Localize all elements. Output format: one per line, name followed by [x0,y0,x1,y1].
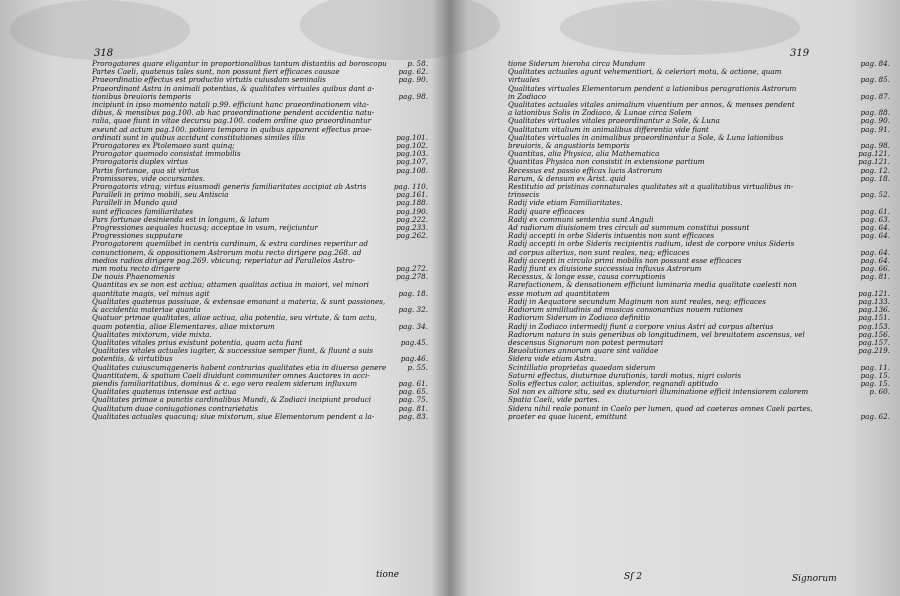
entry-text: Paralleli in primo mobili, seu Antiscia [92,191,229,200]
entry-text: De nouis Phaenomenis [92,273,175,282]
entry-text: ad corpus alterius, non sunt reales, neq; efficaces [508,248,690,257]
index-entry [508,175,890,183]
index-entry [508,298,890,306]
entry-page-ref: pag. 62. [860,412,890,421]
index-entry [92,101,428,109]
entry-page-ref: pag. 18. [860,174,890,183]
index-entry [508,216,890,224]
index-entry [508,306,890,314]
index-entry [92,323,428,331]
index-entry [508,117,890,125]
index-entry [92,364,428,372]
entry-text: Qualitates vitales prius existunt potentia, quam actu fiant [92,338,303,347]
entry-text: Restitutio ad pristinas connaturales qualitates sit a qualitatibus virtualibus in- [508,183,794,192]
index-entry [92,339,428,347]
entry-text: Praeordinant Astra in animali potentias, & qualitates virtuales quibus dant a- [92,84,375,93]
index-entry [92,331,428,339]
entry-text: Qualitates virtuales in animalibus praeordinantur a Sole, & Luna lationibus [508,133,784,142]
entry-page-ref: pag. 91. [860,125,890,134]
entry-text: Qualitates quatenus passiuae, & extensae emanant a materia, & sunt passiones, [92,297,386,306]
signature-mark: Sſ 2 [624,572,643,582]
entry-text: Promissores, vide occursantes. [92,174,206,183]
index-entry [92,126,428,134]
entry-text: breuioris, & angustioris temporis [508,142,630,151]
index-entry [508,380,890,388]
index-entry [92,298,428,306]
entry-page-ref: pag.190. [396,207,428,216]
index-entry [508,364,890,372]
index-entry [92,396,428,404]
entry-text: Radij quare efficaces [508,207,585,216]
index-entry [508,314,890,322]
entry-text: Quantitas ex se non est actiua; attamen qualitas actiua in maiori, vel minori [92,281,369,290]
index-entry [508,142,890,150]
entry-page-ref: pag. 98. [860,142,890,151]
entry-page-ref: pag.222. [396,215,428,224]
index-entry [508,208,890,216]
entry-text: Pars fortunae desinienda est in longum, & latum [92,215,270,224]
entry-text: Qualitates quatenus intensae est actiua [92,388,237,397]
entry-text: Praeordinatio effectus est productio virtutis cuiusdam seminalis [92,76,326,85]
index-entry [508,232,890,240]
index-entry [508,85,890,93]
entry-page-ref: pag.188. [396,199,428,208]
entry-page-ref: pag.136. [858,306,890,315]
entry-text: Qualitates actuales agunt vehementiori, & celeriori motu, & actione, quam [508,68,782,77]
entry-page-ref: pag.121. [858,158,890,167]
entry-page-ref: pag. 83. [398,412,428,421]
entry-page-ref: pag. 98. [398,92,428,101]
entry-text: Recessus, & longe esse, causa corruptionis [508,273,666,282]
entry-text: Ad radiorum diuisionem tres circuli ad summum constitui possunt [508,224,750,233]
entry-page-ref: pag.108. [396,166,428,175]
page-number: 318 [94,48,114,59]
entry-page-ref: pag.262. [396,232,428,241]
entry-page-ref: pag. 15. [860,379,890,388]
entry-text: Partes Caeli, quatenus tales sunt, non possunt fieri efficaces causae [92,68,340,77]
index-entry [92,150,428,158]
index-entry [92,281,428,289]
index-entry [508,101,890,109]
entry-page-ref: pag. 88. [860,109,890,118]
entry-text: Qualitates mixtorum, vide mixta. [92,330,212,339]
index-entry [508,331,890,339]
index-entry [92,158,428,166]
entry-text: tionibus breuioris temporis [92,92,192,101]
index-entry [508,372,890,380]
index-entry [508,413,890,421]
entry-text: Quantitas, alia Physica, alia Mathematica [508,150,660,159]
entry-text: Radij accepti in orbe Sideris intuentis non sunt efficaces [508,232,715,241]
entry-page-ref: pag. 110. [393,183,428,192]
entry-page-ref: pag.153. [858,322,890,331]
index-entry [508,257,890,265]
index-entry [92,314,428,322]
entry-page-ref: pag. 90. [398,76,428,85]
entry-page-ref: pag.233. [396,224,428,233]
index-entry [508,405,890,413]
entry-text: Quatuor primae qualitates, aliae actiua, alia potentia, seu virtute, & tam actu, [92,314,377,323]
index-entry [92,117,428,125]
index-entry [508,93,890,101]
entry-page-ref: pag. 12. [860,166,890,175]
entry-text: praeter ea quae lucent, emittunt [508,412,627,421]
index-entry [92,60,428,68]
entry-page-ref: pag. 65. [398,388,428,397]
entry-page-ref: pag.103. [396,150,428,159]
entry-page-ref: pag.101. [396,133,428,142]
entry-text: Qualitates actuales vitales animalium viuentium per annos, & menses pendent [508,101,795,110]
entry-text: Radiorum natura in suis generibus ob longitudinem, vel breuitatem ascensus, vel [508,330,805,339]
index-entry [92,347,428,355]
entry-text: & accidentia materiae quanta [92,306,201,315]
index-entry [92,93,428,101]
entry-page-ref: p. 58. [407,60,428,68]
index-entry [92,306,428,314]
entry-text: virtuales [508,76,540,85]
entry-page-ref: p. 55. [407,363,428,372]
entry-text: Radij fiunt ex diuisione successiua influxus Astrorum [508,265,702,274]
index-entry [508,158,890,166]
entry-text: exeunt ad actum pag.100. potiora tempora in quibus apparent effectus prae- [92,125,372,134]
entry-text: Radij in Aequatore secundum Maginum non sunt reales, neq; efficaces [508,297,766,306]
entry-page-ref: pag. 11. [860,363,890,372]
page-number: 319 [790,48,810,59]
index-entry [92,372,428,380]
entry-text: Radij in Zodiaco intermedij fiunt a corpore vnius Astri ad corpus alterius [508,322,774,331]
entry-page-ref: pag.107. [396,158,428,167]
entry-text: Prorogatoris vtraq; virtus eiusmodi generis familiaritates accipiat ab Astris [92,183,367,192]
entry-page-ref: pag. 63. [860,215,890,224]
entry-text: rum motu recto dirigere [92,265,181,274]
index-entry [508,199,890,207]
index-entry [92,85,428,93]
right-page [454,0,900,596]
index-entries [508,60,890,421]
catchword: tione [376,570,400,580]
index-entry [508,167,890,175]
entry-text: Rarum, & densum ex Arist. quid [508,174,626,183]
entry-page-ref: pag.219. [858,347,890,356]
entry-page-ref: pag.121. [858,289,890,298]
entry-text: Radiorum Siderum in Zodiaco definitio [508,314,650,323]
index-entry [508,224,890,232]
entry-page-ref: pag. 75. [398,396,428,405]
entry-page-ref: pag. 90. [860,117,890,126]
index-entry [508,240,890,248]
entry-text: Prorogator quomodo consistat immobilis [92,150,241,159]
entry-page-ref: pag. 52. [860,191,890,200]
catchword: Signorum [792,574,837,584]
index-entry [92,413,428,421]
index-entry [92,257,428,265]
index-entry [92,167,428,175]
index-entry [92,405,428,413]
entry-text: incipiunt in ipso momento natali p.99. efficiunt hanc praeordinationem vita- [92,101,369,110]
entry-page-ref: pag. 64. [860,232,890,241]
entry-page-ref: pag. 84. [860,60,890,68]
entry-page-ref: pag. 81. [860,273,890,282]
index-entry [508,396,890,404]
entry-text: Solis effectus calor, actiuitas, splendor, regnandi aptitudo [508,379,719,388]
entry-text: potentiis, & virtutibus [92,355,173,364]
entry-text: Spatia Caeli, vide partes. [508,396,600,405]
index-entry [508,76,890,84]
entry-page-ref: pag. 61. [860,207,890,216]
entry-text: piendis familiaritatibus, dominus & c. ego vero realem siderum influxum [92,379,358,388]
index-entry [92,355,428,363]
entry-text: quantitate magis, vel minus agit [92,289,210,298]
index-entry [508,68,890,76]
index-entry [92,76,428,84]
index-entry [92,380,428,388]
entry-text: Radij ex communi sententia sunt Anguli [508,215,654,224]
entry-text: Qualitates virtuales vitales praeordinantur a Sole, & Luna [508,117,720,126]
index-entry [508,134,890,142]
entry-text: dibus, & mensibus pag.100. ab hac praeordinatione pendent accidentia natu- [92,109,375,118]
entry-text: Radij accepti in circulo primi mobilis non possunt esse efficaces [508,256,742,265]
entry-text: ralia, quae fiunt in vitae decursu pag.100. codem ordine quo praeordinantur [92,117,372,126]
index-entry [92,134,428,142]
index-entry [92,199,428,207]
entry-text: Qualitatum duae coniugationes contrarietatis [92,404,259,413]
index-entry [92,265,428,273]
index-entry [92,273,428,281]
index-entry [92,208,428,216]
entry-text: Prorogatores ex Ptolemaeo sunt quinq; [92,142,235,151]
index-entry [92,68,428,76]
index-entry [92,175,428,183]
index-entry [508,191,890,199]
index-entry [508,388,890,396]
entry-text: medios radios dirigere pag.269. vbicunq; reperiatur ad Parallelos Astro- [92,256,356,265]
entry-text: conunctionem, & oppositionem Astrorum motu recto dirigere pag.268. ad [92,248,362,257]
index-entry [508,290,890,298]
entry-text: Quantitatem, & spatium Caeli diuidunt communiter omnes Auctores in acci- [92,371,370,380]
entry-text: Reuolutiones annorum quare sint validae [508,347,659,356]
entry-text: tione Siderum hieroha circa Mundum [508,60,646,68]
index-entries [92,60,428,421]
entry-page-ref: pag. 61. [398,379,428,388]
index-entry [92,142,428,150]
entry-page-ref: pag. 64. [860,224,890,233]
index-entry [508,60,890,68]
entry-text: Recessus est passio efficax lucis Astrorum [508,166,663,175]
entry-page-ref: pag. 18. [398,289,428,298]
entry-text: Prorogatores quare eligantur in proportionalibus tantum distantiis ad boroscopu [92,60,387,68]
index-entry [508,347,890,355]
entry-text: Partis fortunae, qua sit virtus [92,166,200,175]
entry-page-ref: pag. 81. [398,404,428,413]
index-entry [92,109,428,117]
entry-page-ref: pag.133. [858,297,890,306]
index-entry [508,339,890,347]
entry-text: in Zodiaco [508,92,547,101]
entry-text: Qualitates actuales quacunq; siue mixtorum, siue Elementorum pendent a la- [92,412,375,421]
entry-page-ref: pag.278. [396,273,428,282]
index-entry [508,109,890,117]
index-entry [92,191,428,199]
entry-text: a lationibus Solis in Zodiaco, & Lunae circa Solem [508,109,692,118]
entry-text: Sidera vide etiam Astra. [508,355,597,364]
entry-page-ref: pag.161. [396,191,428,200]
entry-text: Qualitates primae a punctis cardinalibus Mundi, & Zodiaci incipiunt produci [92,396,372,405]
entry-text: Progressiones aequales hucusq; acceptae in vsum, reijciuntur [92,224,318,233]
index-entry [92,388,428,396]
entry-page-ref: pag. 64. [860,256,890,265]
entry-text: trinsecis [508,191,540,200]
entry-page-ref: pag. 66. [860,265,890,274]
entry-text: Saturni effectus, diuturnae durationis, tardi motus, nigri coloris [508,371,742,380]
entry-text: Scintillatio proprietas quaedam siderum [508,363,656,372]
index-entry [92,232,428,240]
entry-text: Prorogatoris duplex virtus [92,158,188,167]
entry-page-ref: pag.157. [858,338,890,347]
entry-page-ref: pag.45. [400,338,428,347]
entry-text: Radiorum similitudinis ad musicas consonantias nouem rationes [508,306,743,315]
index-entry [508,323,890,331]
entry-page-ref: pag. 62. [398,68,428,77]
entry-text: Sol non ex altiore situ, sed ex diuturniori illuminatione efficit intensiorem calorem [508,388,809,397]
entry-text: Paralleli in Mundo quid [92,199,178,208]
entry-text: Radij accepti in orbe Sideris recipientis radium, idest de corpore vnius Sideris [508,240,795,249]
entry-text: quam potentia, aliae Elementares, aliae mixtorum [92,322,275,331]
entry-text: ordinati sunt in quibus accidunt constitutiones similes illis [92,133,306,142]
entry-page-ref: p. 60. [869,388,890,397]
index-entry [508,355,890,363]
index-entry [508,249,890,257]
index-entry [92,183,428,191]
index-entry [92,224,428,232]
entry-page-ref: pag.46. [400,355,428,364]
index-entry [508,281,890,289]
index-entry [508,265,890,273]
entry-text: Progressiones supputare [92,232,183,241]
entry-page-ref: pag. 85. [860,76,890,85]
entry-page-ref: pag.121. [858,150,890,159]
entry-text: Qualitates cuiuscumqgeneris habent contrarias qualitates etia in diuerso genere [92,363,387,372]
entry-text: Qualitates virtuales Elementorum pendent a lationibus peragrationis Astrorum [508,84,797,93]
entry-text: sunt efficaces familiaritates [92,207,194,216]
entry-page-ref: pag. 34. [398,322,428,331]
index-entry [508,150,890,158]
entry-page-ref: pag. 15. [860,371,890,380]
entry-text: Prorogatorem quemlibet in centris cardinum, & extra cardines reperitur ad [92,240,368,249]
index-entry [508,183,890,191]
index-entry [92,240,428,248]
entry-page-ref: pag. 87. [860,92,890,101]
index-entry [508,273,890,281]
entry-page-ref: pag. 32. [398,306,428,315]
index-entry [508,126,890,134]
entry-text: Qualitates vitales actuales iugiter, & successiue semper fiunt, & fluunt a suis [92,347,373,356]
index-entry [92,216,428,224]
index-entry [92,249,428,257]
entry-page-ref: pag.102. [396,142,428,151]
entry-text: descensus Signorum non potest permutari [508,338,664,347]
index-entry [92,290,428,298]
entry-text: Radij vide etiam Familiaritates. [508,199,623,208]
entry-page-ref: pag.272. [396,265,428,274]
entry-text: esse motum ad quantitatem [508,289,610,298]
entry-page-ref: pag.156. [858,330,890,339]
entry-text: Rarefactionem, & densationem efficiunt luminaria media qualitate caelesti non [508,281,797,290]
entry-page-ref: pag.151. [858,314,890,323]
entry-text: Sidera nihil reale ponunt in Caelo per lumen, quod ad caeteras omnes Caeli partes, [508,404,813,413]
entry-page-ref: pag. 64. [860,248,890,257]
entry-text: Qualitatum vitalium in animalibus differentia vide fiant [508,125,709,134]
entry-text: Quantitas Physica non consistit in extensione partium [508,158,705,167]
